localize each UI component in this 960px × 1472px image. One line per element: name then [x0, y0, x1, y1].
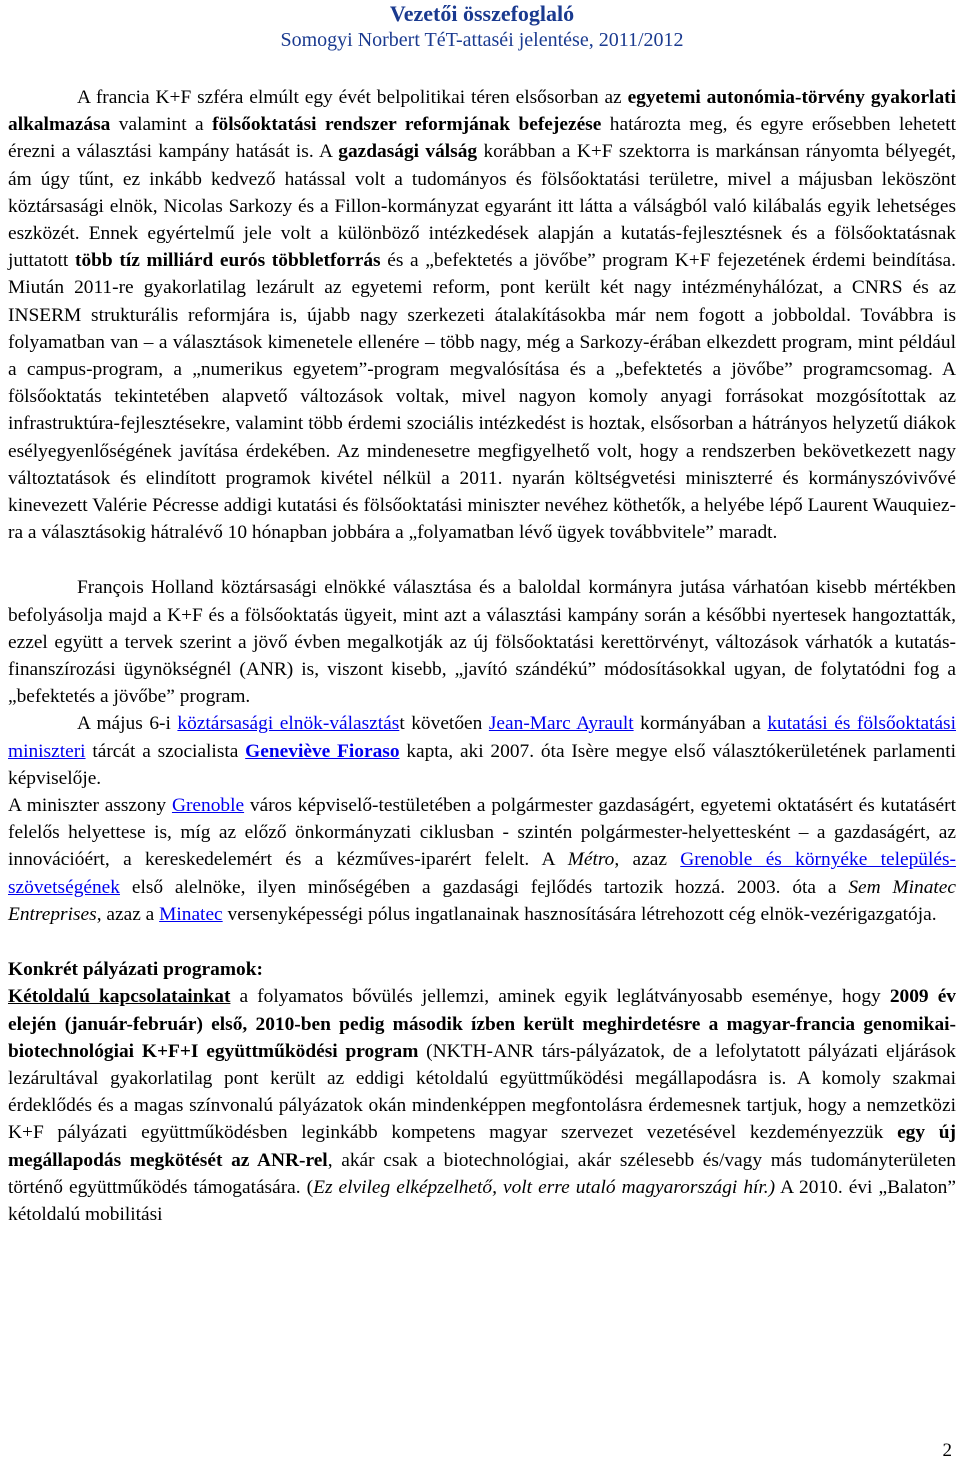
paragraph-programs — [8, 983, 956, 1228]
link-genevieve-fioraso[interactable]: Geneviève Fioraso — [245, 740, 400, 762]
paragraph-holland — [8, 574, 956, 710]
bold-run: több tíz milliárd eurós többletforrás — [74, 250, 381, 272]
italic-run: Sem Minatec Entreprises — [8, 876, 956, 925]
document-page — [8, 0, 956, 1228]
text-run: valamint a — [110, 114, 213, 136]
bold-run: 2009 év elején (január-február) első, 2010-ben pedig második ízben került meghirdetésre a magyar-francia genomikai-biotechnológiai K+F+I együttműködési program — [8, 986, 957, 1062]
bold-run: fölsőoktatási rendszer reformjának befejezése — [212, 114, 602, 136]
page-subtitle: Somogyi Norbert TéT-attaséi jelentése, 2011/2012 — [280, 29, 684, 51]
paragraph-minister-background — [8, 792, 956, 928]
text-run: t követően — [399, 713, 489, 735]
text-run: tárcát a szocialista — [85, 740, 246, 762]
document-header — [8, 1, 956, 53]
text-run: (NKTH-ANR társ-pályázatok, de a lefolytatott pályázati eljárások lezárultával gyakorlatilag pont került az eddigi kétoldalú együttműködési megállapodásra is. A komoly szakmai érdeklődés és a magas színvonalú pályázatok okán mindenképpen megfontolásra érdemesnek tartjuk, hogy a nemzetközi K+F pályázati együttműködésben leginkább kompetens magyar szervezet vezetésével kezdeményezzük — [8, 1040, 956, 1144]
italic-run: Ez elvileg elképzelhető, volt erre utaló magyarországi hír.) — [313, 1176, 776, 1198]
bold-run: gazdasági válság — [338, 141, 478, 163]
link-presidential-election[interactable]: köztársasági elnök-választás — [177, 713, 400, 735]
text-run: és a „befektetés a jövőbe” program K+F fejezetének érdemi beindítása. Miután 2011-re gyakorlatilag lezárult az egyetemi reform, pont került két nagy intézményhálózat, a CNRS és az INSERM strukturális reformjára is, újabb nagy szerkezeti átalakításokba már nem fogott a jobboldal. Továbbra is folyamatban van – a választások kimenetele ellenére – több nagy, még a Sarkozy-érában elkezdett program, mint például a campus-program, a „numerikus egyetem”-program megvalósítása és a „befektetés a jövőbe” programcsomag. A fölsőoktatás tekintetében alapvető változások voltak, mivel nagyon komoly anyagi forrásokat mozgósítottak az infrastruktúra-fejlesztésekre, valamint több érdemi szociális intézkedést is hoztak, elsősorban a hátrányos helyzetű diákok esélyegyenlőségének javítása érdekében. Az mindenesetre megfigyelhető volt, hogy a rendszerben bekövetkezett nagy változtatások és elindított programok kivétel nélkül a 2011. nyarán költségvetési miniszterré és kormányszóvivővé kinevezett Valérie Pécresse addigi kutatási és fölsőoktatási miniszter nevéhez köthetők, a helyébe lépő Laurent Wauquiez-ra a választásokig hátralévő 10 hónapban jobbára a „folyamatban lévő ügyek továbbvitele” maradt. — [8, 250, 957, 544]
text-run: kapta, aki 2007. óta Isère megye első választókerületének parlamenti képviselője. — [8, 740, 957, 789]
text-run: a folyamatos bővülés jellemzi, aminek egyik leglátványosabb eseménye, hogy — [230, 986, 890, 1008]
page-title: Vezetői összefoglaló — [389, 1, 575, 26]
text-run: François Holland köztársasági elnökké választása és a baloldal kormányra jutása várhatóan kisebb mértékben befolyásolja majd a K+F és a fölsőoktatás ügyeit, mint azt a választási kampány során a későbbi nyertesek hangoztatták, ezzel együtt a tervek szerint a jövő évben megalkotják az új fölsőoktatási kerettörvényt, változások várhatók a kutatás-finanszírozási ügynökségnél (ANR) is, viszont kisebb, „javító szándékú” módosításokkal ugyan, de folytatódni fog a „befektetés a jövőbe” program. — [8, 577, 956, 708]
text-run: első alelnöke, ilyen minőségében a gazdasági fejlődés tartozik hozzá. 2003. óta a — [120, 876, 849, 898]
text-run: versenyképességi pólus ingatlanainak hasznosítására létrehozott cég elnök-vezérigazgatója. — [222, 903, 937, 925]
link-research-ministry[interactable]: kutatási és fölsőoktatási miniszteri — [8, 713, 956, 762]
text-run: , azaz a — [96, 903, 160, 925]
link-grenoble-metro[interactable]: Grenoble és környéke település-szövetségének — [8, 849, 956, 898]
page-number: 2 — [942, 1440, 952, 1461]
text-run: város képviselő-testületében a polgármester gazdaságért, egyetemi oktatásért és kutatásért felelős helyettese is, míg az előző önkormányzati ciklusban - szintén polgármester-helyettesként – a gazdaságért, az innovációért, a kereskedelemért és a kézműves-iparért felelt. A — [8, 795, 956, 871]
text-run: , azaz — [614, 849, 681, 871]
text-run: kormányában a — [633, 713, 768, 735]
paragraph-intro — [8, 84, 956, 546]
text-run: A miniszter asszony — [8, 795, 172, 817]
link-jean-marc-ayrault[interactable]: Jean-Marc Ayrault — [488, 713, 634, 735]
paragraph-minister-appointment — [8, 710, 956, 792]
text-run: A 2010. évi „Balaton” kétoldalú mobilitási — [8, 1176, 956, 1225]
bold-run: egyetemi autonómia-törvény gyakorlati alkalmazása — [8, 87, 956, 136]
link-minatec[interactable]: Minatec — [159, 903, 223, 925]
link-grenoble[interactable]: Grenoble — [171, 795, 245, 817]
section-heading-text: Konkrét pályázati programok: — [8, 959, 263, 981]
bold-run: egy új megállapodás megkötését az ANR-rel — [8, 1122, 956, 1171]
text-run: határozta meg, és egyre erősebben lehetett érezni a választási kampány hatását is. A — [8, 114, 957, 163]
text-run: , akár csak a biotechnológiai, akár szélesebb és/vagy más tudományterületen történő együttműködés támogatására. ( — [8, 1149, 956, 1198]
text-run: A francia K+F szféra elmúlt egy évét belpolitikai téren elsősorban az — [77, 87, 628, 108]
text-run: A május 6-i — [77, 713, 178, 735]
bold-underlined-run: Kétoldalú kapcsolatainkat — [8, 986, 231, 1008]
text-run: korábban a K+F szektorra is markánsan rányomta bélyegét, ám úgy tűnt, ez inkább kedvező hatással volt a tudományos és fölsőoktatási területre, mivel a májusban leköszönt köztársasági elnök, Nicolas Sarkozy és a Fillon-kormányzat egyaránt itt látta a válságból való kilábalás egyik lehetséges eszközét. Ennek egyértelmű jele volt a különböző intézkedések alapján a kutatás-fejlesztésnek és a fölsőoktatásnak juttatott — [8, 141, 956, 272]
section-heading — [8, 956, 956, 983]
italic-run: Métro — [567, 849, 615, 871]
